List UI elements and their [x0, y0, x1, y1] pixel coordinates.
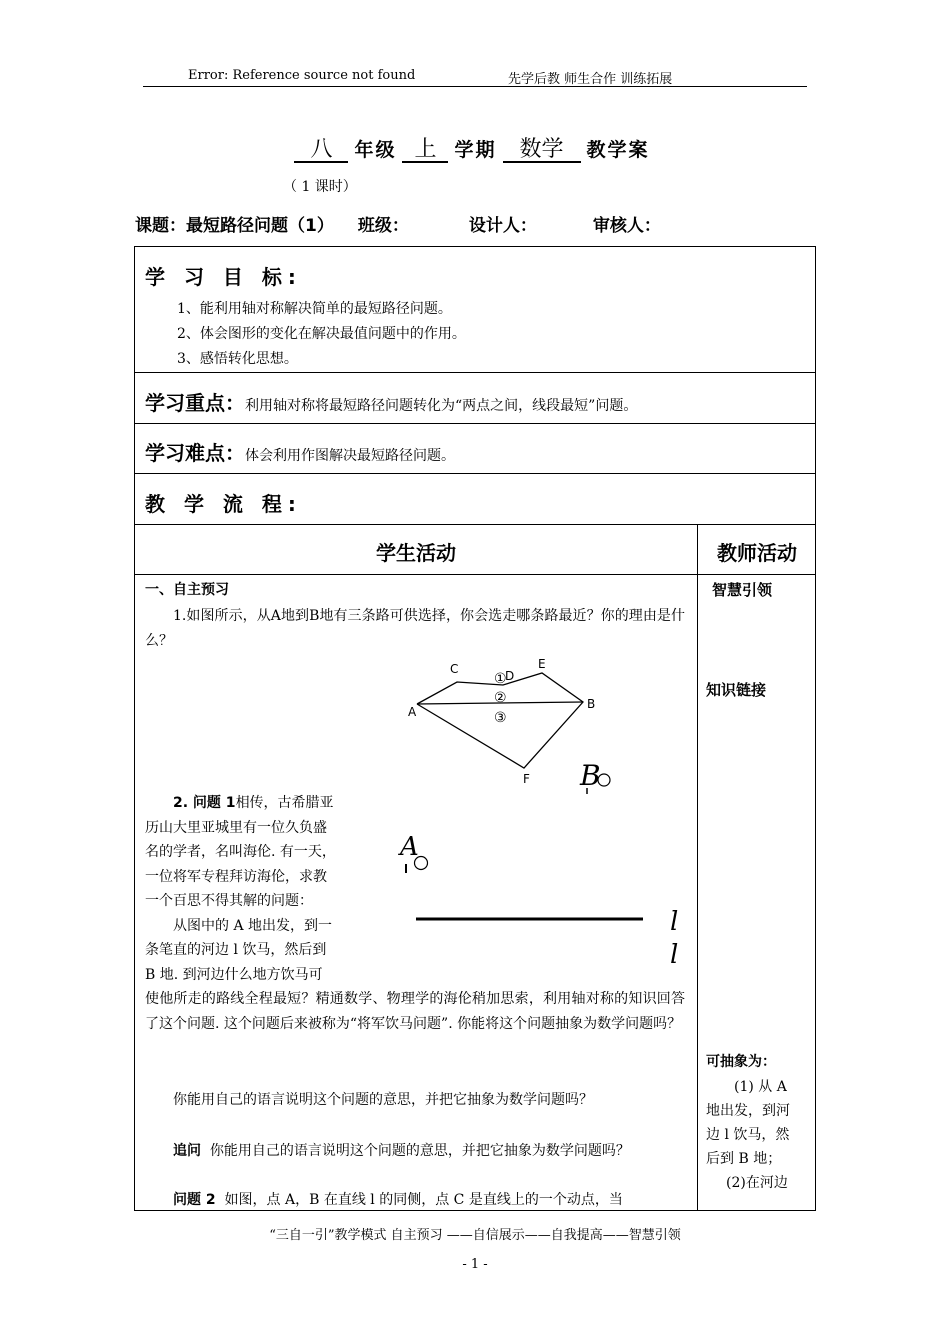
term-suffix: 学期: [454, 139, 497, 161]
row-divider: [135, 473, 815, 474]
abstract-line: 地出发，到河: [706, 1103, 790, 1119]
question-1: 1.如图所示，从A地到B地有三条路可供选择，你会选走哪条路最近？你的理由是什么？: [145, 608, 685, 649]
header-rule: [143, 86, 807, 87]
objective-item: 1、能利用轴对称解决简单的最短路径问题。: [177, 301, 452, 317]
point-a-label: A: [408, 705, 417, 719]
header-right: 先学后教 师生合作 训练拓展: [508, 72, 673, 87]
student-activity-header: 学生活动: [376, 541, 456, 565]
problem-1-line: 一个百思不得其解的问题：: [145, 893, 313, 909]
grade-suffix: 年级: [354, 139, 397, 161]
wisdom-guide: 智慧引领: [712, 581, 773, 599]
column-divider: [697, 524, 698, 1210]
topic: 课题：最短路径问题（1）: [135, 216, 334, 236]
knowledge-link: 知识链接: [706, 681, 767, 699]
class-field: 班级：: [357, 216, 409, 236]
route-1-label: ①: [494, 671, 507, 687]
reviewer-field: 审核人：: [592, 216, 661, 236]
row-divider: [135, 574, 815, 575]
section-self-study: 一、自主预习: [145, 582, 229, 598]
point-a-label: A: [400, 832, 419, 862]
problem-1-continued: 使他所走的路线全程最短？精通数学、物理学的海伦稍加思索，利用轴对称的知识回答了这个问题. 这个问题后来被称为“将军饮马问题”. 你能将这个问题抽象为数学问题吗？: [145, 991, 685, 1032]
header-left: Error: Reference source not found: [188, 68, 416, 83]
problem-2-label: 问题 2: [173, 1192, 216, 1208]
point-d-label: D: [505, 669, 515, 683]
problem-2: [145, 1188, 685, 1213]
term-value: 上: [402, 139, 448, 163]
line-l-label: l: [670, 907, 679, 937]
problem-1-line: B 地. 到河边什么地方饮马可: [145, 966, 323, 983]
question-3: 你能用自己的语言说明这个问题的意思，并把它抽象为数学问题吗？: [173, 1092, 593, 1108]
point-b-label: B: [580, 759, 601, 792]
follow-up-label: 追问: [173, 1143, 201, 1159]
row-divider: [135, 524, 815, 525]
problem-1-line: 名的学者，名叫海伦. 有一天，: [145, 844, 336, 860]
key-point-label: 学习重点：: [145, 391, 245, 415]
objective-item: 3、感悟转化思想。: [177, 351, 298, 367]
river-diagram: [390, 752, 690, 972]
abstract-line: 后到 B 地；: [706, 1151, 782, 1167]
problem-1-line: 历山大里亚城里有一位久负盛: [145, 819, 327, 836]
point-e-label: E: [538, 657, 546, 671]
row-divider: [135, 372, 815, 373]
problem-2-text: 如图，点 A，B 在直线 l 的同侧，点 C 是直线上的一个动点，当: [224, 1192, 623, 1208]
abstract-list: [706, 1075, 810, 1195]
grade-value: 八: [294, 139, 348, 163]
abstract-line: (1) 从 A: [734, 1079, 787, 1095]
lesson-info: [135, 211, 685, 236]
page-title: [0, 135, 950, 163]
title-suffix: 教学案: [586, 139, 650, 161]
problem-1-line: 条笔直的河边 l 饮马，然后到: [145, 942, 327, 958]
objectives-heading: 学 习 目 标:: [145, 265, 302, 289]
page-number: - 1 -: [462, 1257, 488, 1272]
follow-up-text: 你能用自己的语言说明这个问题的意思，并把它抽象为数学问题吗？: [209, 1143, 630, 1159]
key-point-row: [145, 387, 637, 418]
problem-1-line: 一位将军专程拜访海伦，求教: [145, 868, 327, 885]
follow-up: [145, 1139, 685, 1164]
difficulty-text: 体会利用作图解决最短路径问题。: [245, 448, 455, 464]
problem-1-label: 2. 问题 1: [173, 795, 236, 811]
key-point-text: 利用轴对称将最短路径问题转化为“两点之间，线段最短”问题。: [245, 398, 638, 414]
teacher-activity-header: 教师活动: [717, 541, 797, 565]
difficulty-label: 学习难点：: [145, 441, 245, 465]
problem-1-block: [145, 791, 375, 987]
lesson-table: [134, 246, 816, 1211]
row-divider: [135, 423, 815, 424]
route-2-label: ②: [494, 690, 507, 706]
line-l-label: l: [670, 940, 679, 970]
route-3-label: ③: [494, 710, 507, 726]
point-a-marker: [415, 857, 428, 870]
problem-1-line: 相传，古希腊亚: [235, 795, 334, 811]
lesson-count: （ 1 课时）: [283, 179, 357, 195]
subject-value: 数学: [503, 139, 581, 163]
abstract-line: (2)在河边: [726, 1175, 788, 1191]
problem-1-line: 从图中的 A 地出发，到一: [173, 917, 333, 934]
point-f-label: F: [523, 772, 530, 783]
point-b-label: B: [587, 697, 596, 711]
footer-motto: “三自一引”教学模式 自主预习 ——自信展示——自我提高——智慧引领: [269, 1228, 681, 1243]
point-c-label: C: [450, 662, 459, 676]
designer-field: 设计人：: [468, 216, 537, 236]
abstract-title: 可抽象为：: [706, 1054, 776, 1070]
abstract-line: 边 l 饮马，然: [706, 1127, 790, 1143]
objective-item: 2、体会图形的变化在解决最值问题中的作用。: [177, 326, 466, 342]
process-heading: 教 学 流 程:: [145, 492, 302, 516]
difficulty-row: [145, 437, 455, 468]
